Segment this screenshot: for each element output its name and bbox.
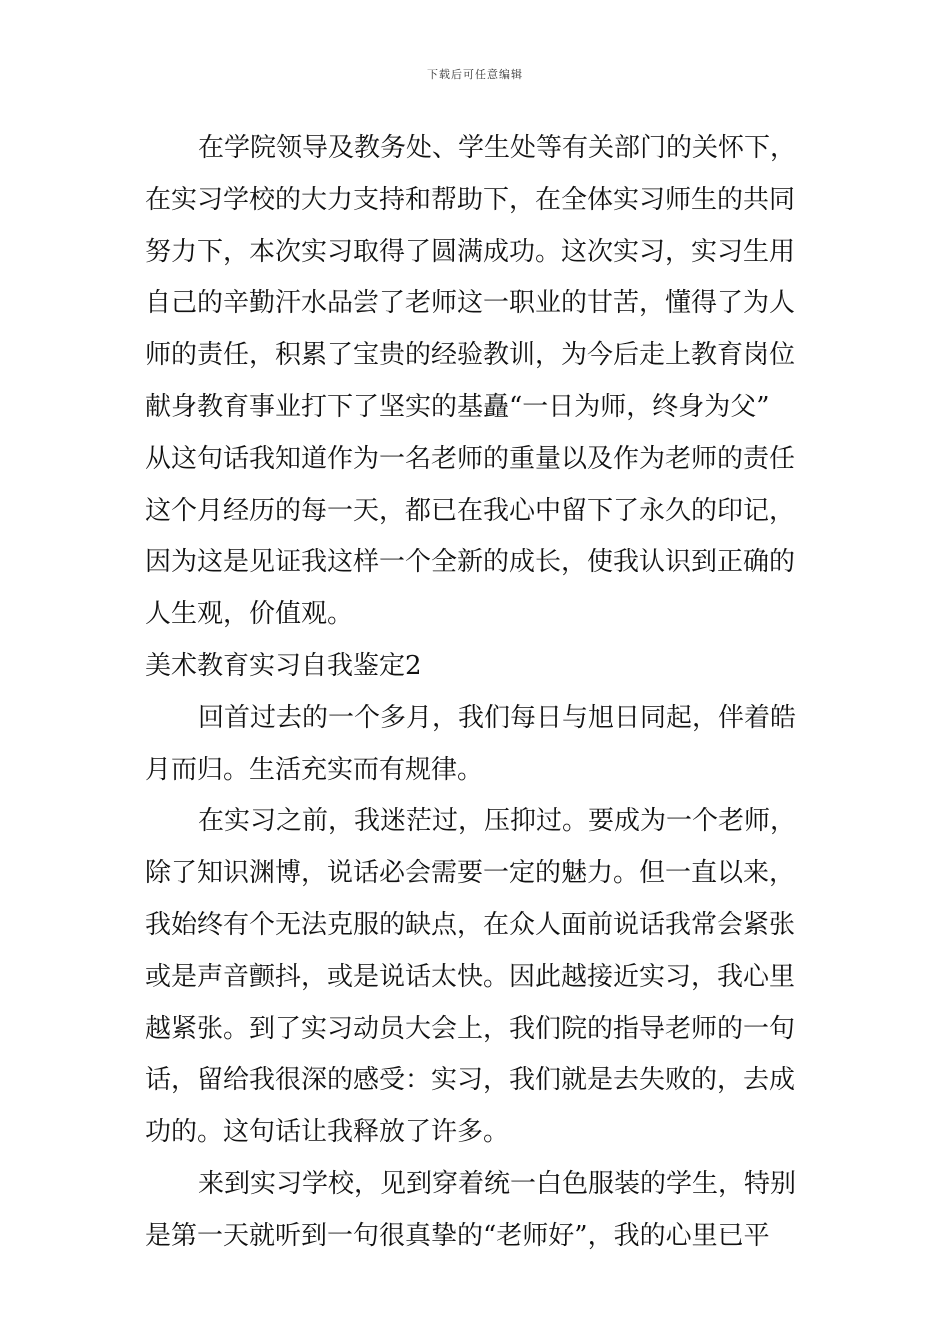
- text-line: 是第一天就听到一句很真挚的“老师好”，我的心里已平: [145, 1220, 770, 1251]
- text-line: 功的。这句话让我释放了许多。: [145, 1117, 510, 1148]
- text-line: 在实习学校的大力支持和帮助下，在全体实习师生的共同: [145, 184, 796, 215]
- text-line: 自己的辛勤汗水品尝了老师这一职业的甘苦，懂得了为人: [145, 288, 796, 319]
- text-line: 在学院领导及教务处、学生处等有关部门的关怀下，: [198, 133, 797, 163]
- text-line: 除了知识渊博，说话必会需要一定的魅力。但一直以来，: [145, 858, 796, 889]
- text-line: 在实习之前，我迷茫过，压抑过。要成为一个老师，: [198, 806, 797, 837]
- text-line: 努力下，本次实习取得了圆满成功。这次实习，实习生用: [145, 236, 796, 267]
- text-line: 月而归。生活充实而有规律。: [145, 754, 484, 785]
- text-line: 献身教育事业打下了坚实的基矗“一日为师，终身为父”: [145, 391, 770, 422]
- text-line: 从这句话我知道作为一名老师的重量以及作为老师的责任: [145, 443, 796, 474]
- text-line: 这个月经历的每一天，都已在我心中留下了永久的印记，: [145, 495, 796, 526]
- document-body: [145, 128, 807, 1268]
- text-line: 来到实习学校，见到穿着统一白色服装的学生，特别: [198, 1168, 797, 1199]
- text-line: 回首过去的一个多月，我们每日与旭日同起，伴着皓: [198, 702, 797, 733]
- text-line: 越紧张。到了实习动员大会上，我们院的指导老师的一句: [145, 1013, 796, 1044]
- text-line: 或是声音颤抖，或是说话太快。因此越接近实习，我心里: [145, 961, 796, 992]
- text-line: 人生观，价值观。: [145, 599, 354, 630]
- text-line: 我始终有个无法克服的缺点，在众人面前说话我常会紧张: [145, 909, 796, 940]
- section-heading: 美术教育实习自我鉴定2: [145, 650, 422, 681]
- text-line: 因为这是见证我这样一个全新的成长，使我认识到正确的: [145, 547, 796, 578]
- text-line: 话，留给我很深的感受：实习，我们就是去失败的，去成: [145, 1065, 796, 1096]
- text-line: 师的责任，积累了宝贵的经验教训，为今后走上教育岗位: [145, 340, 796, 371]
- header-note: 下载后可任意编辑: [427, 68, 523, 81]
